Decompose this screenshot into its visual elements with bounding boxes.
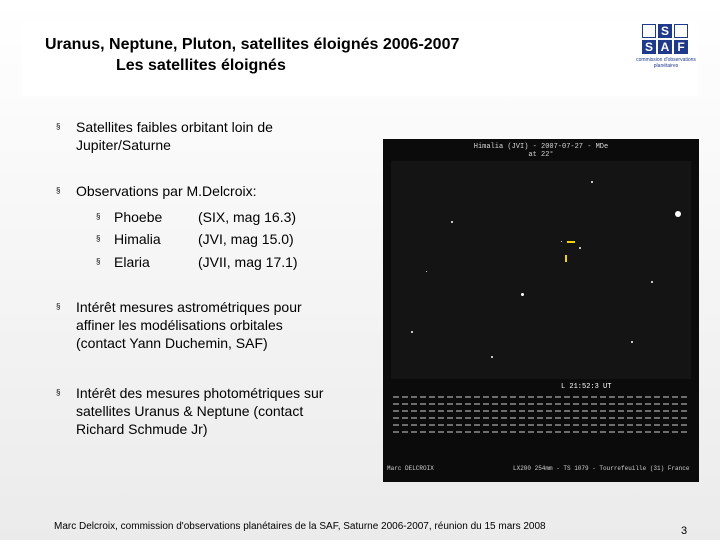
logo-letter: S <box>658 24 672 38</box>
star <box>491 356 493 358</box>
bullet-text: (contact Yann Duchemin, SAF) <box>76 335 268 351</box>
logo-blank-cell <box>642 24 656 38</box>
bullet-text: Intérêt mesures astrométriques pour <box>76 299 302 315</box>
table-row <box>393 403 689 405</box>
bullet-text: affiner les modélisations orbitales <box>76 317 283 333</box>
star <box>411 331 413 333</box>
image-caption-sub: at 22° <box>528 151 554 159</box>
observation-info: (SIX, mag 16.3) <box>198 209 297 225</box>
logo-caption-line: planétaires <box>653 63 679 69</box>
observation-info: (JVI, mag 15.0) <box>198 231 294 247</box>
star-field <box>391 161 691 379</box>
logo-letter: F <box>674 40 688 54</box>
star <box>631 341 633 343</box>
bullet-satellites <box>56 118 273 154</box>
star <box>561 241 562 242</box>
bullet-icon: § <box>56 186 61 195</box>
bullet-observations <box>56 182 257 200</box>
himalia-observation-image <box>383 139 699 482</box>
image-caption: Himalia (JVI) - 2007-07-27 - MDe <box>473 143 609 151</box>
logo-blank-cell <box>674 24 688 38</box>
slide-footer: Marc Delcroix, commission d'observations planétaires de la SAF, Saturne 2006-2007, réunion du 15 mars 2008 <box>54 521 546 532</box>
measurement-table <box>393 391 689 463</box>
image-credit: Marc DELCROIX <box>387 465 434 472</box>
bullet-astrometry <box>56 298 302 352</box>
bullet-text: Satellites faibles orbitant loin de <box>76 119 273 135</box>
bullet-icon: § <box>96 234 101 243</box>
table-row <box>393 410 689 412</box>
table-row <box>393 431 689 433</box>
bullet-photometry <box>56 384 323 438</box>
image-equipment: LX200 254mm - TS 1079 - Tourrefeuille (31) France <box>513 465 690 472</box>
bullet-text: Jupiter/Saturne <box>76 137 171 153</box>
logo-caption <box>636 57 696 69</box>
title-banner <box>22 20 698 96</box>
observation-name: Himalia <box>114 231 161 247</box>
bullet-icon: § <box>96 212 101 221</box>
bullet-text: Intérêt des mesures photométriques sur <box>76 385 324 401</box>
slide-subtitle: Les satellites éloignés <box>116 57 286 74</box>
star <box>591 181 593 183</box>
bullet-text: Observations par M.Delcroix: <box>76 183 257 199</box>
bullet-icon: § <box>56 122 61 131</box>
page-number: 3 <box>681 525 688 537</box>
slide-title: Uranus, Neptune, Pluton, satellites éloignés 2006-2007 <box>45 36 460 53</box>
bullet-text: Richard Schmude Jr) <box>76 421 208 437</box>
observation-time: L 21:52:3 UT <box>561 383 612 391</box>
observation-info: (JVII, mag 17.1) <box>198 254 298 270</box>
satellite-marker-horizontal <box>567 241 575 243</box>
bullet-icon: § <box>56 388 61 397</box>
bullet-text: satellites Uranus & Neptune (contact <box>76 403 304 419</box>
himalia-satellite <box>579 247 581 249</box>
logo-letter: S <box>642 40 656 54</box>
star <box>426 271 427 272</box>
star <box>521 293 524 296</box>
observation-name: Phoebe <box>114 209 163 225</box>
table-row <box>393 424 689 426</box>
logo-letter: A <box>658 40 672 54</box>
observation-name: Elaria <box>114 254 150 270</box>
star <box>451 221 453 223</box>
star <box>651 281 653 283</box>
bullet-icon: § <box>56 302 61 311</box>
table-row <box>393 396 689 398</box>
table-row <box>393 417 689 419</box>
bright-star <box>675 211 681 217</box>
logo-caption-line: commission d'observations <box>636 57 696 63</box>
bullet-icon: § <box>96 257 101 266</box>
satellite-marker-vertical <box>565 255 567 262</box>
saf-logo <box>636 24 696 94</box>
